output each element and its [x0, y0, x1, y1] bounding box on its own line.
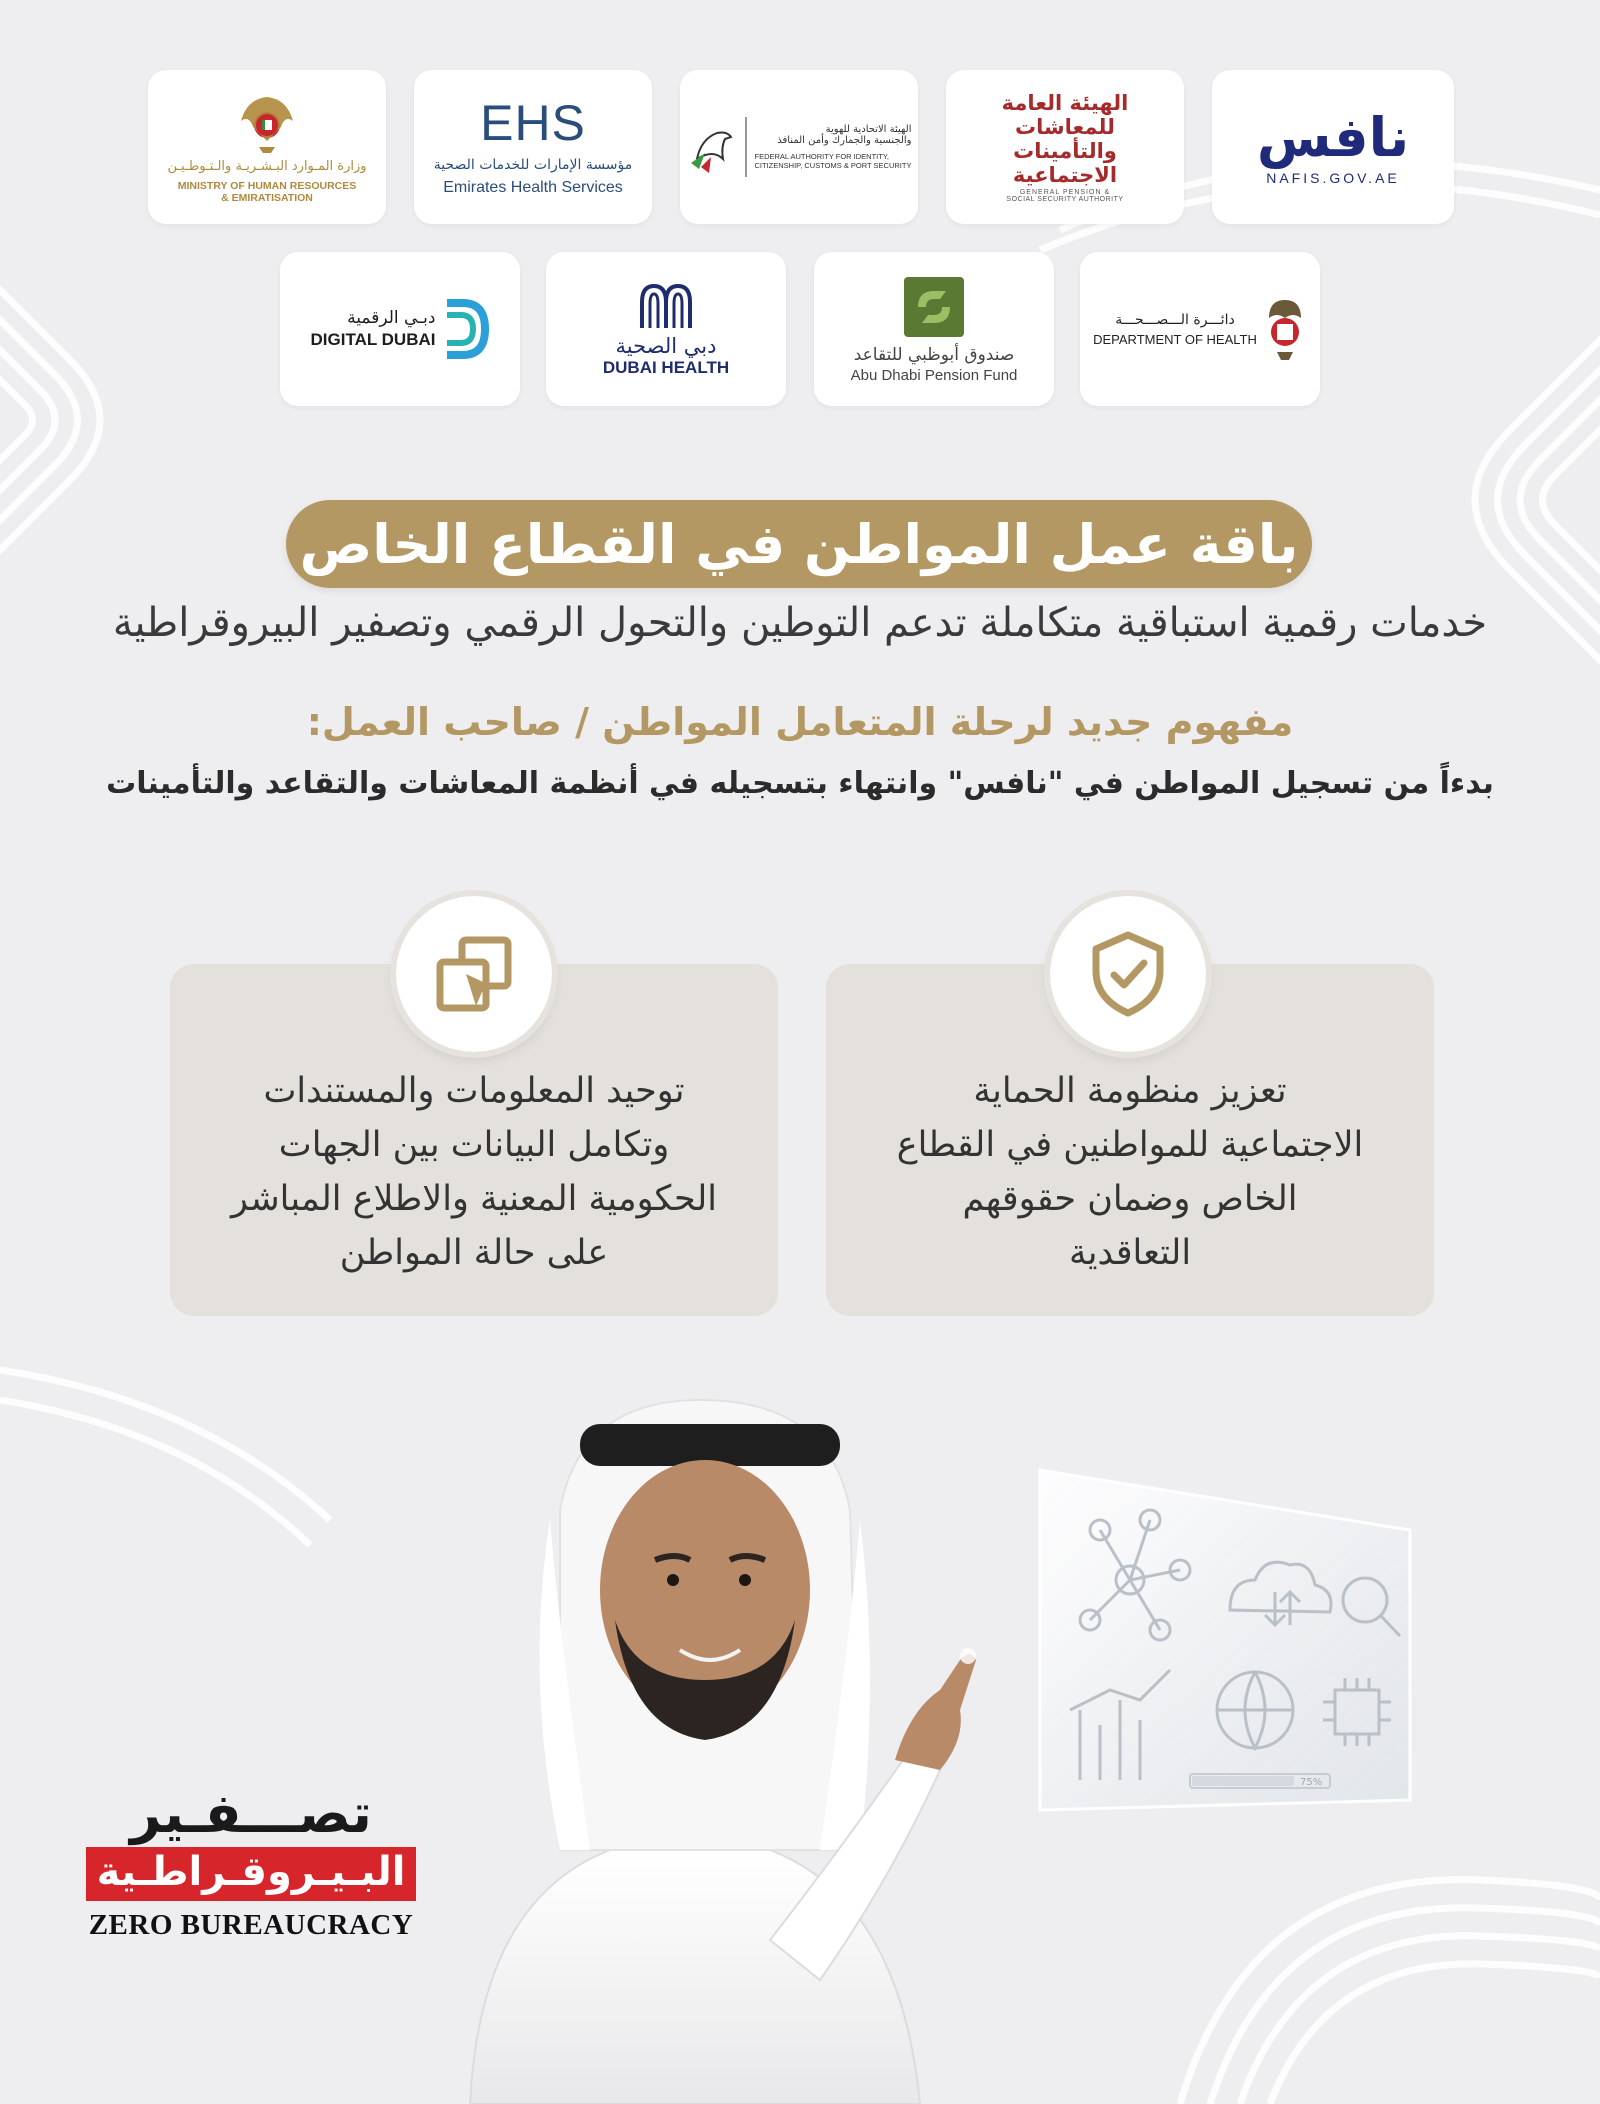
- screen-progress-fill: [1192, 1776, 1294, 1786]
- digital-screen: [1040, 1470, 1410, 1810]
- citizen-illustration: [440, 1380, 1440, 2104]
- mohre-name-en-2: & EMIRATISATION: [221, 191, 313, 204]
- shield-check-icon: [1086, 929, 1170, 1019]
- gpssa-name-ar-4: الاجتماعية: [1012, 163, 1118, 187]
- logo-ica: [680, 70, 918, 224]
- feature-line: الاجتماعية للمواطنين في القطاع: [896, 1125, 1364, 1165]
- nafis-name-ar: نافس: [1256, 106, 1410, 169]
- doh-name-en: DEPARTMENT OF HEALTH: [1093, 331, 1257, 347]
- digital-dubai-name-ar: دبـي الرقمية: [347, 308, 436, 328]
- ehs-name-ar: مؤسسة الإمارات للخدمات الصحية: [433, 157, 633, 173]
- nafis-name-en: NAFIS.GOV.AE: [1266, 170, 1400, 186]
- mohre-name-ar: وزارة المـوارد البـشـريـة والـتـوطـيـن: [167, 158, 367, 174]
- concept-title: مفهوم جديد لرحلة المتعامل المواطن / صاحب العمل:: [306, 700, 1294, 744]
- logo-dubai-health: [546, 252, 786, 406]
- page-subtitle: خدمات رقمية استباقية متكاملة تدعم التوطين والتحول الرقمي وتصفير البيروقراطية: [112, 600, 1488, 646]
- feature-line: على حالة المواطن: [339, 1233, 609, 1273]
- feature-line: الخاص وضمان حقوقهم: [962, 1179, 1298, 1219]
- ehs-mark: EHS: [480, 95, 586, 151]
- ica-name-ar-2: والجنسية والجمارك وأمن المنافذ: [777, 135, 912, 146]
- doh-name-ar: دائـــرة الـــصـــحـــة: [1115, 311, 1235, 328]
- zero-bureaucracy-ar-top: تصـــفـير: [130, 1782, 372, 1845]
- feature-line: الحكومية المعنية والاطلاع المباشر: [231, 1179, 717, 1219]
- falcon-icon: [687, 119, 737, 175]
- logo-doh: [1080, 252, 1320, 406]
- logo-adpf: [814, 252, 1054, 406]
- adpf-name-en: Abu Dhabi Pension Fund: [850, 366, 1018, 384]
- documents-cursor-icon: [432, 932, 516, 1016]
- shield-icon-circle: [1050, 896, 1206, 1052]
- zero-bureaucracy-logo: [86, 1782, 416, 1942]
- page-title: باقة عمل المواطن في القطاع الخاص: [286, 500, 1312, 588]
- feature-text-protection: [856, 1064, 1404, 1280]
- gpssa-name-ar-2: للمعاشات: [1015, 115, 1115, 139]
- feature-text-unification: [200, 1064, 748, 1280]
- zero-bureaucracy-en: ZERO BUREAUCRACY: [88, 1909, 414, 1941]
- feature-line: تعزيز منظومة الحماية: [973, 1071, 1287, 1111]
- logo-mohre: [148, 70, 386, 224]
- uae-emblem-icon: [237, 91, 297, 155]
- citizen-figure: [470, 1400, 976, 2104]
- ica-name-en-1: FEDERAL AUTHORITY FOR IDENTITY,: [754, 152, 889, 161]
- screen-progress-label: 75%: [1300, 1777, 1323, 1788]
- concept-text: بدءاً من تسجيل المواطن في "نافس" وانتهاء بتسجيله في أنظمة المعاشات والتقاعد والتأمينات: [106, 766, 1494, 801]
- gpssa-name-en-2: SOCIAL SECURITY AUTHORITY: [1006, 196, 1124, 203]
- logo-gpssa: [946, 70, 1184, 224]
- ehs-name-en: Emirates Health Services: [443, 179, 623, 196]
- gpssa-name-en-1: GENERAL PENSION &: [1019, 189, 1111, 196]
- mohre-name-en-1: MINISTRY OF HUMAN RESOURCES: [177, 179, 357, 192]
- logo-digital-dubai: [280, 252, 520, 406]
- logo-ehs: [414, 70, 652, 224]
- feature-line: توحيد المعلومات والمستندات: [263, 1071, 685, 1111]
- digital-dubai-d-icon: [441, 297, 489, 361]
- gpssa-name-ar-3: والتأمينات: [1013, 139, 1117, 163]
- ica-name-en-2: CITIZENSHIP, CUSTOMS & PORT SECURITY: [754, 161, 912, 170]
- abu-dhabi-emblem-icon: [1263, 294, 1307, 364]
- gpssa-name-ar-1: الهيئة العامة: [1001, 91, 1129, 115]
- feature-line: وتكامل البيانات بين الجهات: [278, 1125, 670, 1165]
- documents-icon-circle: [396, 896, 552, 1052]
- feature-line: التعاقدية: [1068, 1233, 1192, 1273]
- ica-name-ar-1: الهيئة الاتحادية للهوية: [825, 124, 912, 135]
- dubai-health-name-en: DUBAI HEALTH: [602, 358, 730, 377]
- logo-nafis: [1212, 70, 1454, 224]
- zero-bureaucracy-ar-red: البـيـروقـراطـية: [86, 1847, 416, 1901]
- dubai-health-arches-icon: [636, 280, 696, 330]
- adpf-name-ar: صندوق أبوظبي للتقاعد: [853, 344, 1015, 365]
- adpf-emblem-icon: [902, 275, 966, 339]
- digital-dubai-name-en: DIGITAL DUBAI: [310, 330, 436, 349]
- dubai-health-name-ar: دبي الصحية: [615, 334, 717, 358]
